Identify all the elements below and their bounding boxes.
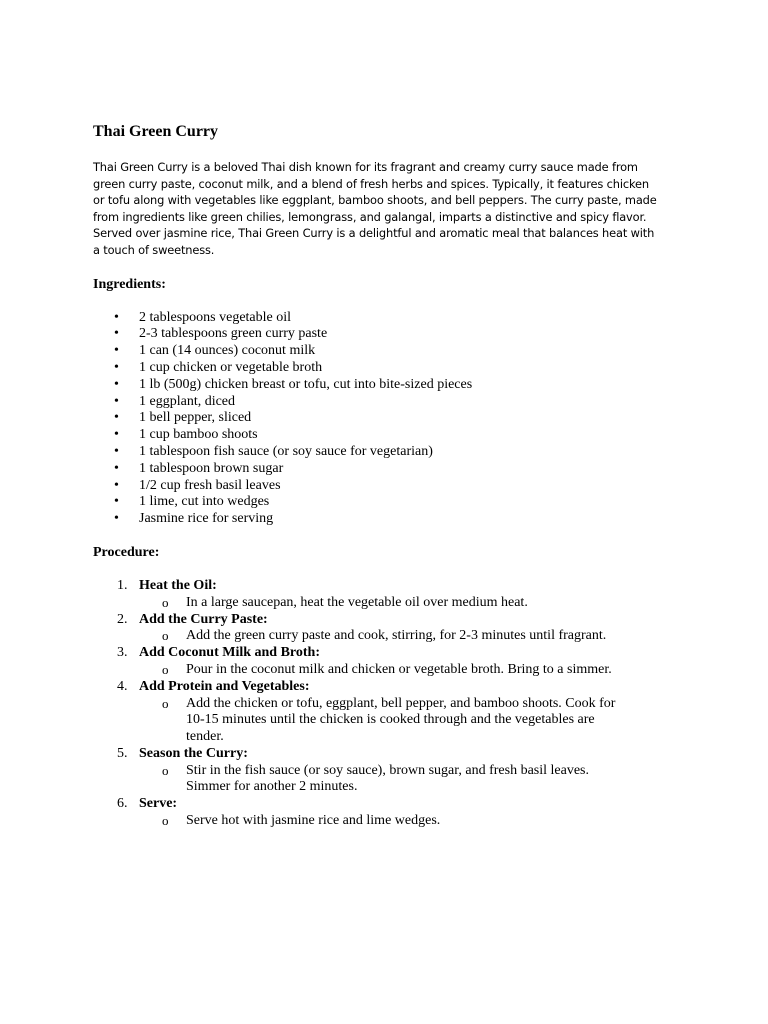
step-details — [139, 595, 693, 612]
ingredient-item — [93, 360, 693, 377]
ingredient-item — [93, 410, 693, 427]
bullet-icon: • — [114, 309, 119, 325]
step-detail-line: Stir in the fish sauce (or soy sauce), brown sugar, and fresh basil leaves. — [186, 762, 589, 778]
ingredient-item — [93, 377, 693, 394]
step-number: 5. — [117, 745, 128, 761]
procedure-step — [93, 746, 693, 796]
ingredients-list — [93, 310, 693, 528]
procedure-step — [93, 645, 693, 679]
ingredient-text: 1 cup bamboo shoots — [139, 427, 258, 443]
circle-bullet-icon: o — [162, 695, 169, 711]
step-details — [139, 628, 693, 645]
step-detail — [139, 763, 693, 797]
step-detail — [139, 662, 693, 679]
ingredient-text: 1 tablespoon brown sugar — [139, 460, 284, 476]
bullet-icon: • — [114, 376, 119, 392]
ingredient-item — [93, 310, 693, 327]
step-detail-line: Pour in the coconut milk and chicken or vegetable broth. Bring to a simmer. — [186, 661, 612, 677]
procedure-heading: Procedure: — [93, 544, 160, 560]
ingredient-item — [93, 461, 693, 478]
ingredient-item — [93, 343, 693, 360]
bullet-icon: • — [114, 359, 119, 375]
bullet-icon: • — [114, 460, 119, 476]
bullet-icon: • — [114, 343, 119, 359]
procedure-step — [93, 578, 693, 612]
document-page — [93, 122, 693, 830]
step-detail-line: Add the green curry paste and cook, stirring, for 2-3 minutes until fragrant. — [186, 628, 607, 644]
step-detail — [139, 696, 693, 746]
bullet-icon: • — [114, 410, 119, 426]
ingredient-text: Jasmine rice for serving — [139, 511, 274, 527]
step-number: 3. — [117, 645, 128, 661]
step-number: 4. — [117, 678, 128, 694]
bullet-icon: • — [114, 477, 119, 493]
intro-line: or tofu along with vegetables like eggplant, bamboo shoots, and bell peppers. The curry paste, made — [93, 193, 657, 208]
ingredient-text: 1 lime, cut into wedges — [139, 494, 270, 510]
bullet-icon: • — [114, 326, 119, 342]
step-details — [139, 662, 693, 679]
step-detail-line: tender. — [186, 729, 224, 745]
step-detail-line: 10-15 minutes until the chicken is cooked through and the vegetables are — [186, 712, 595, 728]
procedure-step — [93, 679, 693, 746]
procedure-list — [93, 578, 693, 830]
bullet-icon: • — [114, 511, 119, 527]
step-title: Add the Curry Paste: — [139, 611, 268, 627]
circle-bullet-icon: o — [162, 813, 169, 829]
ingredient-item — [93, 478, 693, 495]
step-detail-line: Simmer for another 2 minutes. — [186, 779, 358, 795]
ingredient-item — [93, 326, 693, 343]
bullet-icon: • — [114, 393, 119, 409]
intro-line: Served over jasmine rice, Thai Green Curry is a delightful and aromatic meal that balances heat with — [93, 226, 655, 241]
ingredient-text: 1 can (14 ounces) coconut milk — [139, 343, 316, 359]
ingredient-text: 1 eggplant, diced — [139, 393, 236, 409]
circle-bullet-icon: o — [162, 628, 169, 644]
intro-paragraph — [93, 159, 693, 259]
ingredient-text: 1 cup chicken or vegetable broth — [139, 359, 323, 375]
bullet-icon: • — [114, 443, 119, 459]
step-detail-line: In a large saucepan, heat the vegetable oil over medium heat. — [186, 594, 528, 610]
step-title: Add Protein and Vegetables: — [139, 678, 310, 694]
step-title: Season the Curry: — [139, 745, 248, 761]
ingredient-text: 1 tablespoon fish sauce (or soy sauce for vegetarian) — [139, 443, 433, 459]
intro-line: a touch of sweetness. — [93, 242, 215, 257]
ingredient-text: 2 tablespoons vegetable oil — [139, 309, 292, 325]
ingredients-heading: Ingredients: — [93, 276, 166, 292]
step-number: 1. — [117, 577, 128, 593]
ingredient-item — [93, 427, 693, 444]
recipe-title: Thai Green Curry — [93, 123, 219, 140]
bullet-icon: • — [114, 427, 119, 443]
ingredient-item — [93, 511, 693, 528]
ingredient-text: 1 lb (500g) chicken breast or tofu, cut into bite-sized pieces — [139, 376, 473, 392]
ingredient-item — [93, 494, 693, 511]
ingredient-text: 1/2 cup fresh basil leaves — [139, 477, 281, 493]
intro-line: Thai Green Curry is a beloved Thai dish known for its fragrant and creamy curry sauce made from — [93, 160, 638, 174]
step-number: 2. — [117, 611, 128, 627]
step-title: Add Coconut Milk and Broth: — [139, 645, 321, 661]
circle-bullet-icon: o — [162, 661, 169, 677]
step-details — [139, 696, 693, 746]
procedure-step — [93, 796, 693, 830]
step-detail-line: Serve hot with jasmine rice and lime wedges. — [186, 813, 441, 829]
circle-bullet-icon: o — [162, 762, 169, 778]
step-detail — [139, 628, 693, 645]
step-details — [139, 813, 693, 830]
step-title: Serve: — [139, 796, 178, 812]
step-detail — [139, 813, 693, 830]
ingredient-text: 1 bell pepper, sliced — [139, 410, 252, 426]
step-number: 6. — [117, 796, 128, 812]
intro-line: from ingredients like green chilies, lemongrass, and galangal, imparts a distinctive and spicy flavor. — [93, 209, 647, 224]
step-detail — [139, 595, 693, 612]
intro-line: green curry paste, coconut milk, and a blend of fresh herbs and spices. Typically, it features chicken — [93, 176, 649, 191]
circle-bullet-icon: o — [162, 594, 169, 610]
bullet-icon: • — [114, 494, 119, 510]
step-title: Heat the Oil: — [139, 577, 217, 593]
procedure-step — [93, 612, 693, 646]
step-details — [139, 763, 693, 797]
ingredient-text: 2-3 tablespoons green curry paste — [139, 326, 328, 342]
ingredient-item — [93, 444, 693, 461]
step-detail-line: Add the chicken or tofu, eggplant, bell pepper, and bamboo shoots. Cook for — [186, 695, 616, 711]
ingredient-item — [93, 394, 693, 411]
